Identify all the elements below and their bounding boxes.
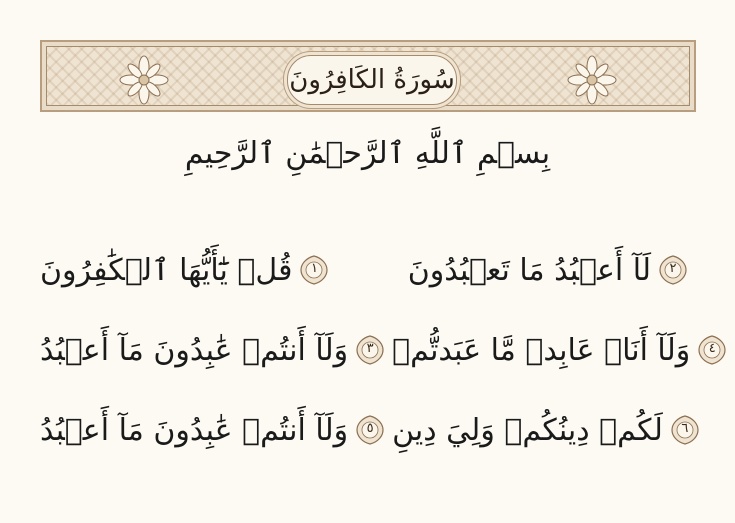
verse-number: ٦ (681, 421, 689, 436)
verse-end-marker-icon (300, 255, 328, 285)
verse-text: وَلَآ أَنتُمۡ عَٰبِدُونَ مَآ أَعۡبُدُ (40, 412, 349, 448)
verse-end-marker-icon (356, 415, 384, 445)
verse-number: ١ (310, 261, 318, 276)
rosette-ornament-right (567, 55, 617, 105)
verse-1 (40, 253, 336, 288)
verse-5 (40, 413, 392, 448)
verse-end-marker-icon (356, 335, 384, 365)
surah-title-cartouche (287, 55, 457, 105)
surah-header-frame (40, 40, 696, 112)
verse-end-marker-icon (671, 415, 699, 445)
surah-title: سُورَةُ الكَافِرُونَ (289, 65, 455, 95)
verse-2 (408, 253, 695, 288)
verse-line-1 (40, 242, 695, 298)
verse-end-marker-icon (698, 335, 726, 365)
verse-line-2 (40, 322, 716, 378)
verse-4 (392, 333, 734, 368)
verse-end-marker-icon (659, 255, 687, 285)
verse-text: قُلۡ يَٰٓأَيُّهَا ٱلۡكَٰفِرُونَ (40, 252, 293, 288)
verse-number: ٤ (708, 341, 716, 356)
verse-text: لَآ أَعۡبُدُ مَا تَعۡبُدُونَ (407, 252, 651, 288)
verse-number: ٢ (669, 261, 677, 276)
basmala: بِسۡمِ ٱللَّهِ ٱلرَّحۡمَٰنِ ٱلرَّحِيمِ (184, 136, 551, 171)
verse-6 (392, 413, 707, 448)
ornamental-border (46, 46, 690, 106)
verse-number: ٣ (366, 341, 374, 356)
verse-number: ٥ (366, 421, 374, 436)
verse-text: لَكُمۡ دِينُكُمۡ وَلِيَ دِينِ (392, 412, 663, 448)
verse-3 (40, 333, 392, 368)
verse-line-3 (40, 402, 695, 458)
verse-text: وَلَآ أَنتُمۡ عَٰبِدُونَ مَآ أَعۡبُدُ (40, 332, 349, 368)
verse-text: وَلَآ أَنَا۠ عَابِدٞ مَّا عَبَدتُّمۡ (392, 332, 691, 368)
rosette-ornament-left (119, 55, 169, 105)
